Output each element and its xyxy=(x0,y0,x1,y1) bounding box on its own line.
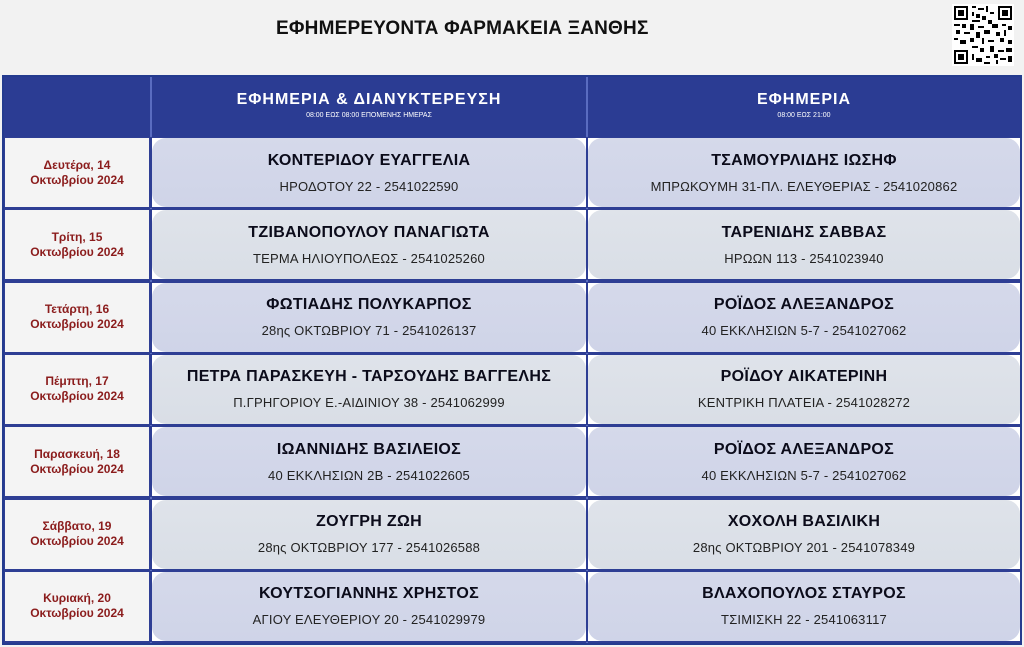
day-pharmacy-card xyxy=(588,355,1020,424)
day-pharmacy-cell xyxy=(588,427,1020,496)
day-pharmacy-name: ΡΟΪΔΟΣ ΑΛΕΞΑΝΔΡΟΣ xyxy=(713,296,895,314)
table-row xyxy=(4,209,1020,280)
day-pharmacy-name: ΧΟΧΟΛΗ ΒΑΣΙΛΙΚΗ xyxy=(727,513,881,530)
header-day-duty xyxy=(588,77,1020,137)
date-month: Οκτωβρίου 2024 xyxy=(30,244,124,259)
night-pharmacy-cell xyxy=(152,427,586,496)
night-pharmacy-cell xyxy=(152,283,586,352)
date-day: Κυριακή, 20 xyxy=(43,591,111,606)
day-pharmacy-card xyxy=(588,427,1020,496)
date-day: Παρασκευή, 18 xyxy=(34,446,120,461)
night-pharmacy-address: 40 ΕΚΚΛΗΣΙΩΝ 2Β - 2541022605 xyxy=(268,467,470,483)
qr-code-icon[interactable] xyxy=(952,4,1014,66)
header-day-duty-title: ΕΦΗΜΕΡΙΑ xyxy=(756,91,852,108)
day-pharmacy-address: ΚΕΝΤΡΙΚΗ ΠΛΑΤΕΙΑ - 2541028272 xyxy=(697,395,911,411)
day-pharmacy-cell xyxy=(588,500,1020,569)
table-header xyxy=(4,77,1020,137)
day-pharmacy-address: ΜΠΡΩΚΟΥΜΗ 31-ΠΛ. ΕΛΕΥΘΕΡΙΑΣ - 2541020862 xyxy=(650,178,958,194)
night-pharmacy-cell xyxy=(152,210,586,279)
night-pharmacy-address: Π.ΓΡΗΓΟΡΙΟΥ Ε.-ΑΙΔΙΝΙΟΥ 38 - 2541062999 xyxy=(233,395,505,411)
date-cell xyxy=(5,355,149,424)
night-pharmacy-card xyxy=(152,355,586,424)
table-row xyxy=(4,282,1020,353)
day-pharmacy-card xyxy=(588,138,1020,207)
date-day: Τρίτη, 15 xyxy=(51,229,103,244)
date-cell xyxy=(5,572,149,641)
date-cell xyxy=(5,283,149,352)
day-pharmacy-address: 28ης ΟΚΤΩΒΡΙΟΥ 201 - 2541078349 xyxy=(692,540,916,555)
night-pharmacy-cell xyxy=(152,572,586,641)
table-row xyxy=(4,571,1020,642)
night-pharmacy-name: ΚΟΝΤΕΡΙΔΟΥ ΕΥΑΓΓΕΛΙΑ xyxy=(267,151,471,169)
night-pharmacy-card xyxy=(152,500,586,569)
day-pharmacy-card xyxy=(588,283,1020,352)
date-day: Δευτέρα, 14 xyxy=(43,157,111,172)
day-pharmacy-cell xyxy=(588,210,1020,279)
day-pharmacy-name: ΡΟΪΔΟΣ ΑΛΕΞΑΝΔΡΟΣ xyxy=(713,440,895,458)
day-pharmacy-name: ΤΣΑΜΟΥΡΛΙΔΗΣ ΙΩΣΗΦ xyxy=(711,151,897,169)
night-pharmacy-name: ΦΩΤΙΑΔΗΣ ΠΟΛΥΚΑΡΠΟΣ xyxy=(266,296,472,314)
day-pharmacy-address: 40 ΕΚΚΛΗΣΙΩΝ 5-7 - 2541027062 xyxy=(701,467,907,483)
day-pharmacy-address: 40 ΕΚΚΛΗΣΙΩΝ 5-7 - 2541027062 xyxy=(701,323,907,339)
night-pharmacy-name: ΚΟΥΤΣΟΓΙΑΝΝΗΣ ΧΡΗΣΤΟΣ xyxy=(259,585,479,603)
night-pharmacy-card xyxy=(152,572,586,641)
date-day: Τετάρτη, 16 xyxy=(44,302,110,317)
day-pharmacy-cell xyxy=(588,572,1020,641)
header-night-duty-hours: 08:00 ΕΩΣ 08:00 ΕΠΟΜΕΝΗΣ ΗΜΕΡΑΣ xyxy=(306,112,432,119)
day-pharmacy-name: ΒΛΑΧΟΠΟΥΛΟΣ ΣΤΑΥΡΟΣ xyxy=(702,585,906,603)
night-pharmacy-cell xyxy=(152,355,586,424)
day-pharmacy-card xyxy=(588,572,1020,641)
pharmacy-schedule-table xyxy=(2,75,1022,645)
night-pharmacy-card xyxy=(152,427,586,496)
day-pharmacy-cell xyxy=(588,283,1020,352)
header-night-duty-title: ΕΦΗΜΕΡΙΑ & ΔΙΑΝΥΚΤΕΡΕΥΣΗ xyxy=(236,91,502,108)
day-pharmacy-address: ΗΡΩΩΝ 113 - 2541023940 xyxy=(724,250,884,266)
table-row xyxy=(4,499,1020,570)
header-day-duty-hours: 08:00 ΕΩΣ 21:00 xyxy=(777,112,831,119)
night-pharmacy-name: ΖΟΥΓΡΗ ΖΩΗ xyxy=(316,513,422,530)
date-cell xyxy=(5,427,149,496)
night-pharmacy-card xyxy=(152,138,586,207)
night-pharmacy-card xyxy=(152,283,586,352)
night-pharmacy-address: ΤΕΡΜΑ ΗΛΙΟΥΠΟΛΕΩΣ - 2541025260 xyxy=(253,250,485,266)
day-pharmacy-card xyxy=(588,210,1020,279)
night-pharmacy-name: ΠΕΤΡΑ ΠΑΡΑΣΚΕΥΗ - ΤΑΡΣΟΥΔΗΣ ΒΑΓΓΕΛΗΣ xyxy=(186,368,552,386)
date-month: Οκτωβρίου 2024 xyxy=(30,461,124,476)
day-pharmacy-card xyxy=(588,500,1020,569)
night-pharmacy-cell xyxy=(152,138,586,207)
night-pharmacy-address: 28ης ΟΚΤΩΒΡΙΟΥ 71 - 2541026137 xyxy=(261,323,477,339)
date-month: Οκτωβρίου 2024 xyxy=(30,534,124,548)
date-month: Οκτωβρίου 2024 xyxy=(30,606,124,621)
night-pharmacy-name: ΙΩΑΝΝΙΔΗΣ ΒΑΣΙΛΕΙΟΣ xyxy=(276,440,462,458)
night-pharmacy-address: 28ης ΟΚΤΩΒΡΙΟΥ 177 - 2541026588 xyxy=(257,540,481,555)
header-date-cell xyxy=(4,77,150,137)
night-pharmacy-address: ΑΓΙΟΥ ΕΛΕΥΘΕΡΙΟΥ 20 - 2541029979 xyxy=(252,612,486,628)
date-day: Πέμπτη, 17 xyxy=(45,374,109,389)
day-pharmacy-name: ΡΟΪΔΟΥ ΑΙΚΑΤΕΡΙΝΗ xyxy=(720,368,888,386)
date-day: Σάββατο, 19 xyxy=(42,519,112,533)
night-pharmacy-name: ΤΖΙΒΑΝΟΠΟΥΛΟΥ ΠΑΝΑΓΙΩΤΑ xyxy=(248,223,490,241)
page-title: ΕΦΗΜΕΡΕΥΟΝΤΑ ΦΑΡΜΑΚΕΙΑ ΞΑΝΘΗΣ xyxy=(276,18,649,39)
day-pharmacy-address: ΤΣΙΜΙΣΚΗ 22 - 2541063117 xyxy=(721,612,887,628)
date-cell xyxy=(5,210,149,279)
date-month: Οκτωβρίου 2024 xyxy=(30,389,124,404)
night-pharmacy-address: ΗΡΟΔΟΤΟΥ 22 - 2541022590 xyxy=(279,178,459,194)
date-month: Οκτωβρίου 2024 xyxy=(30,317,124,332)
day-pharmacy-name: ΤΑΡΕΝΙΔΗΣ ΣΑΒΒΑΣ xyxy=(721,223,887,241)
table-row xyxy=(4,426,1020,497)
table-row xyxy=(4,354,1020,425)
day-pharmacy-cell xyxy=(588,138,1020,207)
night-pharmacy-card xyxy=(152,210,586,279)
header-night-duty xyxy=(152,77,586,137)
date-month: Οκτωβρίου 2024 xyxy=(30,172,124,187)
day-pharmacy-cell xyxy=(588,355,1020,424)
table-row xyxy=(4,137,1020,208)
night-pharmacy-cell xyxy=(152,500,586,569)
date-cell xyxy=(5,500,149,569)
date-cell xyxy=(5,138,149,207)
